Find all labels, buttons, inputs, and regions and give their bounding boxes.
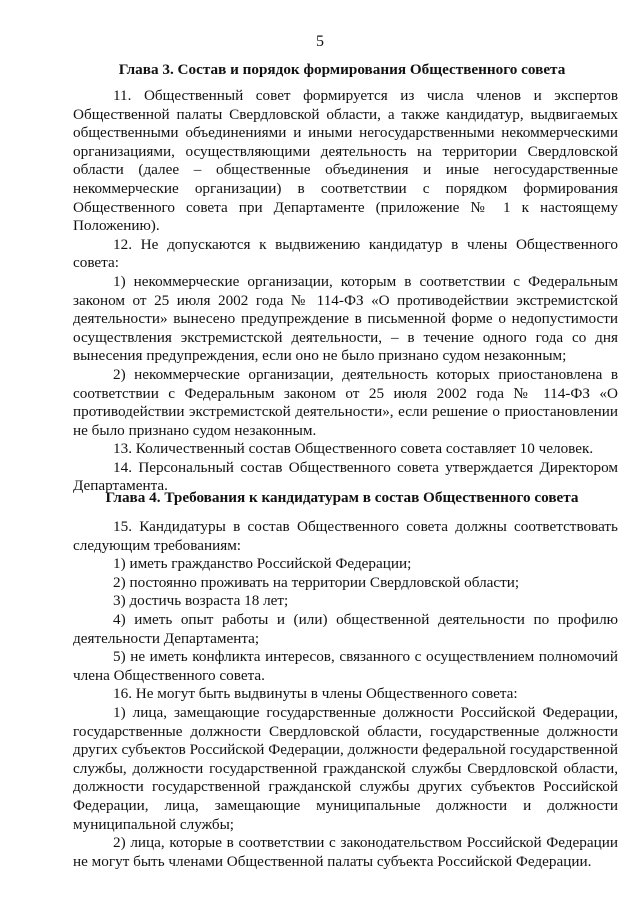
paragraph-15-item-5: 5) не иметь конфликта интересов, связанного с осуществлением полномочий члена Общественного совета. <box>73 648 618 684</box>
paragraph-15-item-2: 2) постоянно проживать на территории Свердловской области; <box>113 573 520 591</box>
chapter-3-body <box>73 87 618 496</box>
paragraph-14: 14. Персональный состав Общественного совета утверждается Директором Департамента. <box>73 458 618 495</box>
paragraph-12-item-1: 1) некоммерческие организации, которым в соответствии с Федеральным законом от 25 июля 2002 года № 114-ФЗ «О противодействии экстремистской деятельности» вынесено предупреждение в письменной форме о недопустимости осуществления экстремистской деятельности, – в течение одного года со дня вынесения предупреждения, если оно не было признано судом незаконным; <box>73 272 618 365</box>
paragraph-15-item-4: 4) иметь опыт работы и (или) общественной деятельности по профилю деятельности Департамента; <box>73 610 618 647</box>
paragraph-12-item-2: 2) некоммерческие организации, деятельность которых приостановлена в соответствии с Федеральным законом от 25 июля 2002 года № 114-ФЗ «О противодействии экстремистской деятельности», если решение о приостановлении не было признано судом незаконным. <box>73 365 618 439</box>
page-number: 5 <box>316 33 324 50</box>
paragraph-16: 16. Не могут быть выдвинуты в члены Общественного совета: <box>113 685 518 703</box>
paragraph-15-item-1: 1) иметь гражданство Российской Федерации; <box>113 555 412 573</box>
chapter-4-heading: Глава 4. Требования к кандидатурам в состав Общественного совета <box>105 489 579 506</box>
paragraph-11: 11. Общественный совет формируется из числа членов и экспертов Общественной палаты Свердловской области, а также кандидатур, выдвигаемых общественными объединениями и иными негосударственными некоммерческими организациями, осуществляющими деятельность на территории Свердловской области (далее – общественные объединения и иные негосударственные некоммерческие организации) в соответствии с порядком формирования Общественного совета при Департаменте (приложение № 1 к настоящему Положению). <box>73 87 618 235</box>
chapter-4-body <box>73 518 618 871</box>
paragraph-16-item-1: 1) лица, замещающие государственные должности Российской Федерации, государственные должности Свердловской области, государственные должности других субъектов Российской Федерации, должности федеральной государственной службы, должности государственной гражданской службы Свердловской области, должности государственной гражданской службы других субъектов Российской Федерации, лица, замещающие муниципальные должности и должности муниципальной службы; <box>73 703 618 833</box>
paragraph-13: 13. Количественный состав Общественного совета составляет 10 человек. <box>113 440 594 458</box>
paragraph-12: 12. Не допускаются к выдвижению кандидатур в члены Общественного совета: <box>73 235 618 272</box>
paragraph-15: 15. Кандидатуры в состав Общественного совета должны соответствовать следующим требованиям: <box>73 518 618 554</box>
paragraph-15-item-3: 3) достичь возраста 18 лет; <box>113 592 289 610</box>
chapter-3-heading: Глава 3. Состав и порядок формирования Общественного совета <box>118 61 566 78</box>
paragraph-16-item-2: 2) лица, которые в соответствии с законодательством Российской Федерации не могут быть членами Общественной палаты субъекта Российской Федерации. <box>73 834 618 870</box>
